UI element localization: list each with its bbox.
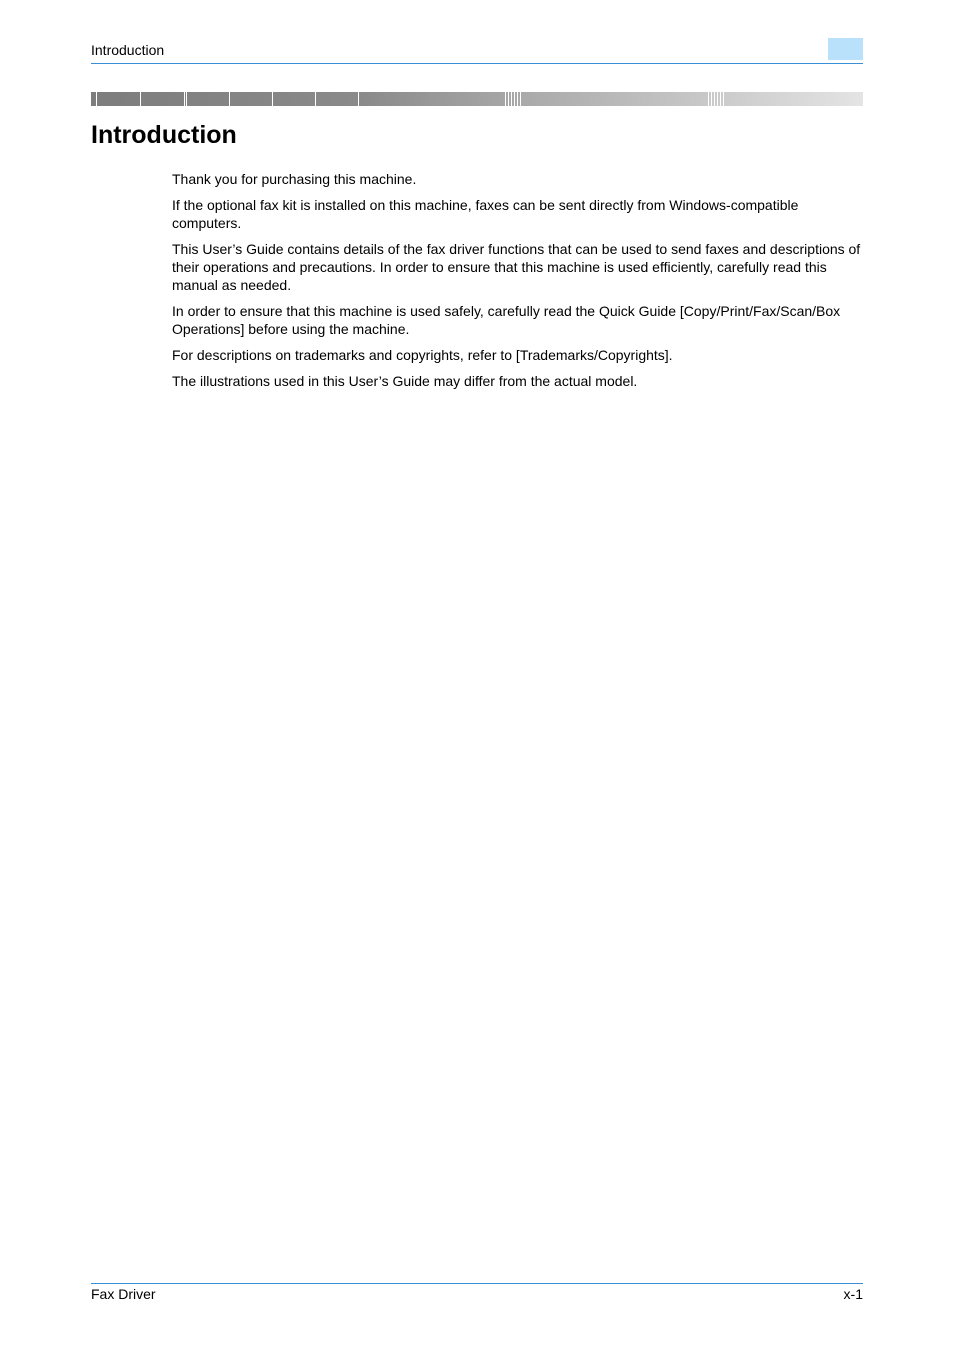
header-tab-marker	[828, 38, 863, 60]
paragraph: The illustrations used in this User’s Guide may differ from the actual model.	[172, 373, 638, 389]
paragraph: If the optional fax kit is installed on this machine, faxes can be sent directly from Windows-compatible computers.	[172, 197, 799, 231]
paragraph: In order to ensure that this machine is used safely, carefully read the Quick Guide [Copy/Print/Fax/Scan/Box Operations] before using the machine.	[172, 303, 841, 337]
paragraph: This User’s Guide contains details of the fax driver functions that can be used to send faxes and descriptions of their operations and precautions. In order to ensure that this machine is used efficiently, carefully read this manual as needed.	[172, 241, 861, 293]
bar-separator	[358, 92, 359, 106]
bar-separator	[184, 92, 185, 106]
bar-separator	[229, 92, 230, 106]
paragraph: For descriptions on trademarks and copyrights, refer to [Trademarks/Copyrights].	[172, 347, 673, 363]
bar-stripes	[708, 92, 724, 106]
page-title: Introduction	[91, 121, 237, 149]
bar-separator	[96, 92, 97, 106]
body-text	[172, 170, 864, 398]
running-header-title: Introduction	[91, 42, 165, 58]
footer-manual-name: Fax Driver	[91, 1286, 156, 1302]
bar-separator	[186, 92, 187, 106]
bar-stripes	[505, 92, 521, 106]
running-footer	[91, 1283, 863, 1302]
bar-separator	[140, 92, 141, 106]
decorative-title-bar	[91, 92, 863, 106]
footer-page-number: x-1	[843, 1286, 863, 1302]
bar-separator	[315, 92, 316, 106]
paragraph: Thank you for purchasing this machine.	[172, 171, 417, 187]
bar-separator	[272, 92, 273, 106]
running-header	[91, 41, 863, 64]
